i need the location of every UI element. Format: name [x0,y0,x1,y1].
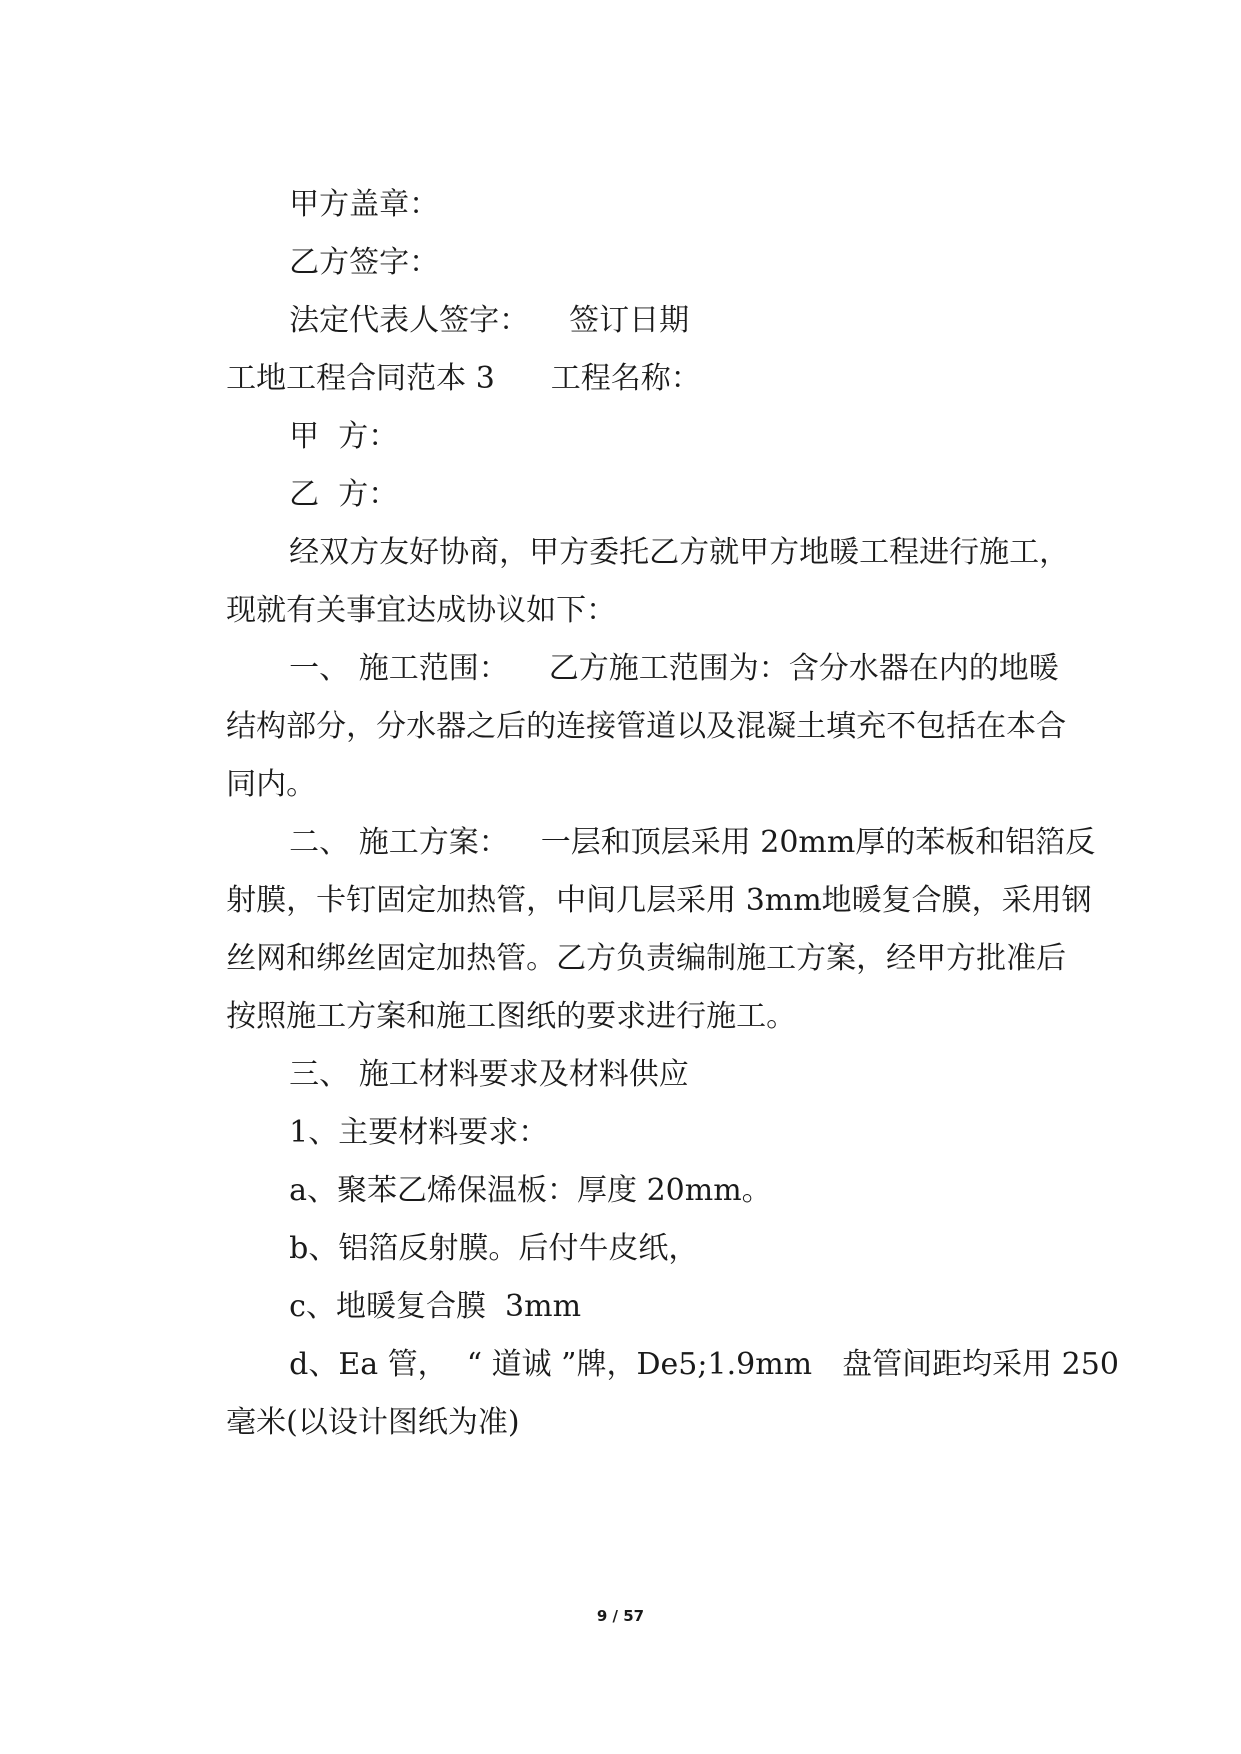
section-2-text-2: 射膜，卡钉固定加热管，中间几层采用 3mm地暖复合膜，采用钢 [226,883,1092,918]
material-d-text-1: d、Ea 管， “ 道诚 ”牌，De5;1.9mm [289,1347,813,1382]
section-2-text-3: 丝网和绑丝固定加热管。乙方负责编制施工方案，经甲方批准后 [226,941,1067,976]
material-d-text-3: 毫米(以设计图纸为准) [226,1405,520,1440]
preamble-text-1: 经双方友好协商，甲方委托乙方就甲方地暖工程进行施工， [289,535,1070,570]
section-2-text-1: 一层和顶层采用 20mm厚的苯板和铝箔反 [540,825,1096,860]
section-2-text-4: 按照施工方案和施工图纸的要求进行施工。 [226,999,797,1034]
section-1-text-1: 乙方施工范围为：含分水器在内的地暖 [548,651,1059,686]
party-a-seal-label: 甲方盖章： [289,187,440,222]
preamble-text-2: 现就有关事宜达成协议如下： [226,593,617,628]
material-b-text: b、铝箔反射膜。后付牛皮纸， [289,1231,699,1266]
section-2-heading: 二、 施工方案： [289,825,509,860]
material-a-text: a、聚苯乙烯保温板：厚度 20mm。 [289,1173,772,1208]
material-c-text: c、地暖复合膜 3mm [289,1289,582,1324]
party-b-signature-label: 乙方签字： [289,245,440,280]
section-1-text-3: 同内。 [226,767,317,802]
section-3-heading: 三、 施工材料要求及材料供应 [289,1057,689,1092]
material-requirements-heading: 1、主要材料要求： [289,1115,549,1150]
contract-title: 工地工程合同范本 3 [226,361,495,396]
page-number: 9 / 57 [596,1607,645,1625]
section-1-heading: 一、 施工范围： [289,651,509,686]
material-d-text-2: 盘管间距均采用 250 [842,1347,1119,1382]
section-1-text-2: 结构部分，分水器之后的连接管道以及混凝土填充不包括在本合 [226,709,1067,744]
party-b-label: 乙 方： [289,477,399,512]
party-a-label: 甲 方： [289,419,399,454]
material-d-line-2 [188,1363,520,1483]
project-name-label: 工程名称： [550,361,701,396]
signing-date-label: 签订日期 [569,303,690,338]
section-1-line-2 [188,667,1066,787]
representative-signature-label: 法定代表人签字： [289,303,530,338]
